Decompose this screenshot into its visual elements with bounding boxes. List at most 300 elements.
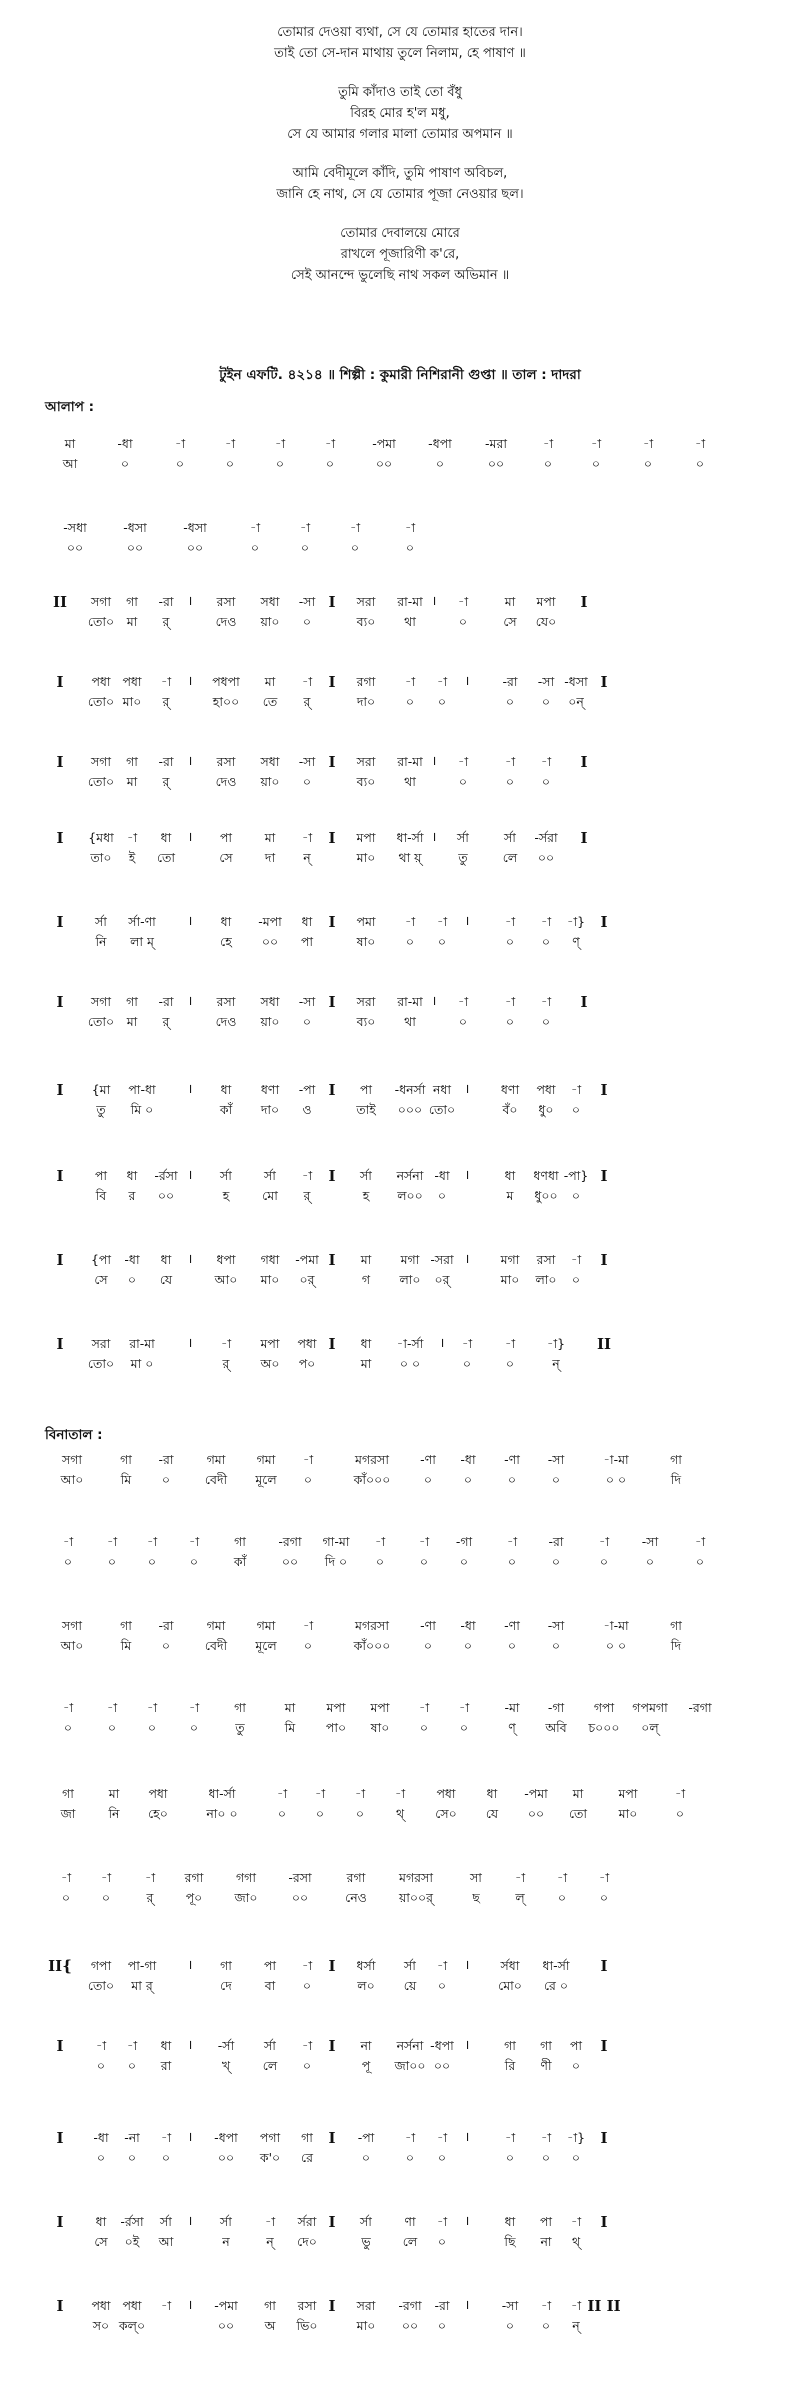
syllable-text: ০০	[217, 2150, 235, 2165]
notation-row	[0, 518, 800, 562]
swara-text: ধা	[301, 914, 313, 929]
syllable-text: তো০	[87, 774, 115, 789]
swara-text: -ধা	[124, 1252, 140, 1267]
swara-text: -া	[160, 2298, 172, 2313]
swara-text: -া	[301, 674, 313, 689]
swara-text: I	[328, 1251, 336, 1269]
swara-text: -সরা	[430, 1252, 454, 1267]
swara-text: মা	[264, 830, 276, 845]
swara-line	[0, 1080, 800, 1100]
swara-text: -মরা	[485, 436, 507, 451]
swara-text: -ণা	[504, 1618, 520, 1633]
syllable-text: ০	[437, 2150, 447, 2165]
swara-text: রা-মা	[397, 594, 423, 609]
syllable-text: কাঁ০০০	[353, 1638, 391, 1653]
swara-text: -া	[62, 1534, 74, 1549]
swara-text: -া}	[566, 2130, 586, 2145]
swara-text: I	[600, 2213, 608, 2231]
section-label-alap: আলাপ :	[45, 399, 94, 415]
syllable-text: ০০	[126, 540, 144, 555]
syllable-text: ০	[599, 1554, 609, 1569]
syllable-text: ০	[435, 456, 445, 471]
swara-text: গা	[540, 2038, 552, 2053]
swara-text: -া	[249, 520, 261, 535]
swara-text: সা	[470, 1870, 482, 1885]
swara-text: গা	[670, 1618, 682, 1633]
swara-text: -া	[504, 2130, 516, 2145]
swara-text: I	[328, 2213, 336, 2231]
syllable-text: ০	[302, 1978, 312, 1993]
swara-text: ধা	[220, 914, 232, 929]
swara-text: সরা	[356, 2298, 376, 2313]
swara-text: ।	[187, 1958, 193, 1973]
syllable-text: দা০	[356, 694, 376, 709]
swara-text: -রা	[158, 994, 174, 1009]
syllable-text: কাঁ	[219, 1102, 233, 1117]
syllable-text: মি	[284, 1720, 296, 1735]
swara-text: {মধা	[88, 830, 114, 845]
swara-text: -পা	[298, 1082, 316, 1097]
swara-text: I	[56, 753, 64, 771]
swara-line	[0, 1166, 800, 1186]
syllable-text: ০	[107, 1554, 117, 1569]
swara-text: -র্রসা	[120, 2214, 144, 2229]
lyrics-line: তোমার দেবালয়ে মোরে	[340, 226, 460, 241]
lyrics-stanza	[0, 223, 800, 286]
syllable-text: জা	[60, 1806, 76, 1821]
swara-text: ।	[464, 1168, 470, 1183]
lyrics-stanza	[0, 163, 800, 205]
syllable-text: তো০	[87, 1978, 115, 1993]
swara-text: গমা	[256, 1618, 276, 1633]
swara-text: -া	[436, 2214, 448, 2229]
syllable-text: ০ ০	[605, 1638, 627, 1653]
swara-text: I	[56, 2213, 64, 2231]
syllable-text: ০	[107, 1720, 117, 1735]
notation-row	[0, 1868, 800, 1912]
swara-text: মগা	[400, 1252, 420, 1267]
swara-text: -া-মা	[603, 1618, 629, 1633]
syllable-text: ০০	[217, 2318, 235, 2333]
syllable-text: কাঁ০০০	[353, 1472, 391, 1487]
swara-line	[0, 2036, 800, 2056]
swara-text: II	[52, 593, 68, 611]
lyrics-line: সেই আনন্দে ভুলেছি নাথ সকল অভিমান ॥	[290, 268, 510, 283]
notation-row	[0, 2036, 800, 2080]
syllable-text: ০০	[157, 1188, 175, 1203]
swara-text: মা	[360, 1252, 372, 1267]
swara-text: মপা	[356, 830, 376, 845]
swara-text: পধা	[297, 1336, 317, 1351]
syllable-text: ০	[175, 456, 185, 471]
syllable-text: থা	[404, 774, 416, 789]
notation-row	[0, 1080, 800, 1124]
swara-text: গা	[234, 1700, 246, 1715]
swara-text: ধা	[360, 1336, 372, 1351]
swara-text: -া	[506, 1534, 518, 1549]
syllable-text: হ	[362, 1188, 370, 1203]
swara-text: রগা	[184, 1870, 204, 1885]
swara-text: -া	[374, 1534, 386, 1549]
syllable-text: ০	[507, 1554, 517, 1569]
syllable-text: ০০	[537, 850, 555, 865]
swara-text: -ধসা	[183, 520, 207, 535]
swara-text: I	[328, 829, 336, 847]
swara-text: -সা	[547, 1452, 565, 1467]
syllable-text: ব্য০	[356, 614, 376, 629]
lyric-syllable-line	[0, 1804, 800, 1824]
syllable-text: ষা০	[356, 934, 376, 949]
syllable-text: মি ০	[130, 1102, 154, 1117]
lyric-syllable-line	[0, 612, 800, 632]
swara-text: -রা	[158, 594, 174, 609]
syllable-text: ০	[645, 1554, 655, 1569]
swara-text: I	[56, 2129, 64, 2147]
swara-text: -া	[404, 2130, 416, 2145]
swara-text: -া	[540, 994, 552, 1009]
swara-text: -া	[457, 594, 469, 609]
swara-text: I	[56, 993, 64, 1011]
swara-text: ।	[187, 674, 193, 689]
swara-text: -া	[188, 1534, 200, 1549]
swara-text: নর্সনা	[396, 2038, 424, 2053]
syllable-text: য়া০	[260, 774, 280, 789]
syllable-text: ০	[405, 2150, 415, 2165]
syllable-text: ০ই	[124, 2234, 140, 2249]
syllable-text: ০	[541, 774, 551, 789]
swara-text: না	[360, 2038, 372, 2053]
swara-text: -া	[100, 1870, 112, 1885]
syllable-text: না	[540, 2234, 552, 2249]
swara-text: -া	[540, 2130, 552, 2145]
syllable-text: ০	[147, 1554, 157, 1569]
swara-text: গমা	[256, 1452, 276, 1467]
syllable-text: ০	[437, 2234, 447, 2249]
swara-text: সরা	[356, 994, 376, 1009]
swara-text: -পা	[357, 2130, 375, 2145]
lyrics-block	[0, 22, 800, 304]
swara-text: ।	[431, 754, 437, 769]
swara-text: -া	[436, 674, 448, 689]
swara-text: -গা	[547, 1700, 565, 1715]
syllable-text: মা০	[356, 2318, 376, 2333]
syllable-text: থা	[404, 1014, 416, 1029]
swara-text: -া	[404, 914, 416, 929]
swara-text: -ধা	[460, 1452, 476, 1467]
syllable-text: না০ ০	[206, 1806, 238, 1821]
swara-text: I	[600, 1251, 608, 1269]
syllable-text: মো	[262, 1188, 278, 1203]
syllable-text: ক'০	[259, 2150, 281, 2165]
syllable-text: রা	[160, 2058, 172, 2073]
syllable-text: ও	[302, 1102, 312, 1117]
swara-text: সধা	[260, 594, 280, 609]
swara-text: ।	[464, 674, 470, 689]
syllable-text: সে	[94, 1272, 108, 1287]
syllable-text: ০	[120, 456, 130, 471]
swara-text: গা	[62, 1786, 74, 1801]
syllable-text: ণ্	[572, 934, 580, 949]
swara-text: মা	[572, 1786, 584, 1801]
swara-text: -া	[694, 1534, 706, 1549]
swara-text: পমা	[356, 914, 376, 929]
swara-text: I	[56, 829, 64, 847]
syllable-text: মা০	[260, 1272, 280, 1287]
swara-text: -া	[160, 674, 172, 689]
lyric-syllable-line	[0, 454, 800, 474]
swara-text: -া	[457, 994, 469, 1009]
syllable-text: তো০	[87, 694, 115, 709]
syllable-text: ০০	[401, 2318, 419, 2333]
syllable-text: মূলে	[255, 1472, 277, 1487]
notation-row	[0, 1956, 800, 2000]
lyric-syllable-line	[0, 692, 800, 712]
swara-text: -া	[349, 520, 361, 535]
record-info: টুইন এফটি. ৪২১৪ ॥ শিল্পী : কুমারী নিশিরানী গুপ্তা ॥ তাল : দাদরা	[219, 367, 581, 383]
syllable-text: তো০	[87, 1356, 115, 1371]
swara-text: -া	[570, 1082, 582, 1097]
swara-text: -পমা	[214, 2298, 238, 2313]
syllable-text: ০	[507, 1638, 517, 1653]
syllable-text: ০	[63, 1554, 73, 1569]
swara-text: ধা	[160, 830, 172, 845]
lyric-syllable-line	[0, 1012, 800, 1032]
syllable-text: লা০	[399, 1272, 421, 1287]
swara-text: গা	[504, 2038, 516, 2053]
syllable-text: ০	[458, 774, 468, 789]
swara-text: র্সরা	[297, 2214, 317, 2229]
syllable-text: ০	[437, 934, 447, 949]
lyric-syllable-line	[0, 772, 800, 792]
syllable-text: মা০	[500, 1272, 520, 1287]
syllable-text: হ	[222, 1188, 230, 1203]
syllable-text: দে০	[297, 2234, 317, 2249]
lyrics-line: তুমি কাঁদাও তাই তো বঁধু	[338, 85, 462, 100]
swara-text: ধা	[486, 1786, 498, 1801]
swara-text: রসা	[297, 2298, 317, 2313]
syllable-text: ০	[437, 1978, 447, 1993]
swara-text: পধা	[536, 1082, 556, 1097]
syllable-text: ০	[458, 1014, 468, 1029]
swara-text: পধা	[148, 1786, 168, 1801]
syllable-text: ০	[419, 1554, 429, 1569]
swara-text: -া	[394, 1786, 406, 1801]
swara-text: -ধসা	[123, 520, 147, 535]
syllable-text: ম	[506, 1188, 514, 1203]
swara-text: -া	[570, 1252, 582, 1267]
syllable-text: ন্	[266, 2234, 274, 2249]
syllable-text: ০	[505, 1014, 515, 1029]
lyric-syllable-line	[0, 1718, 800, 1738]
swara-text: I	[328, 2037, 336, 2055]
syllable-text: ০	[405, 934, 415, 949]
swara-text: -া	[354, 1786, 366, 1801]
swara-text: -া	[174, 436, 186, 451]
swara-text: ।	[187, 1168, 193, 1183]
swara-text: -া	[674, 1786, 686, 1801]
syllable-text: সে	[94, 2234, 108, 2249]
swara-text: মপা	[260, 1336, 280, 1351]
notation-row	[0, 1698, 800, 1742]
swara-text: পধপা	[212, 674, 240, 689]
swara-line	[0, 2212, 800, 2232]
syllable-text: বেদী	[204, 1638, 228, 1653]
syllable-text: র	[128, 1188, 136, 1203]
swara-text: -া	[301, 1958, 313, 1973]
lyrics-line: তাই তো সে-দান মাথায় তুলে নিলাম, হে পাষাণ ॥	[274, 46, 526, 61]
syllable-text: লা ম্	[130, 934, 154, 949]
syllable-text: ০	[302, 774, 312, 789]
syllable-text: ০	[505, 934, 515, 949]
swara-text: I	[56, 2037, 64, 2055]
syllable-text: মা	[360, 1356, 372, 1371]
syllable-text: ০	[459, 1554, 469, 1569]
swara-text: ।	[464, 2038, 470, 2053]
swara-text: ।	[187, 2038, 193, 2053]
swara-text: র্সা	[220, 2214, 232, 2229]
swara-text: ।	[187, 754, 193, 769]
swara-text: মা	[108, 1786, 120, 1801]
swara-text: I	[580, 593, 588, 611]
notation-row	[0, 912, 800, 956]
swara-text: রসা	[216, 754, 236, 769]
swara-text: -া	[60, 1870, 72, 1885]
swara-text: ধা	[220, 1082, 232, 1097]
swara-text: I	[600, 1081, 608, 1099]
syllable-text: দেও	[215, 774, 237, 789]
syllable-text: পূ	[361, 2058, 371, 2073]
swara-line	[0, 1450, 800, 1470]
swara-text: I	[600, 1167, 608, 1185]
lyric-syllable-line	[0, 2232, 800, 2252]
syllable-text: ০০	[375, 456, 393, 471]
swara-text: ।	[464, 1958, 470, 1973]
swara-text: ধর্সা	[356, 1958, 376, 1973]
swara-text: -সা	[298, 754, 316, 769]
swara-text: ধা-র্সা	[208, 1786, 236, 1801]
swara-line	[0, 434, 800, 454]
syllable-text: ন	[222, 2234, 230, 2249]
swara-text: র্সধা	[500, 1958, 520, 1973]
syllable-text: য়া০০র্	[398, 1890, 434, 1905]
syllable-text: ০	[189, 1720, 199, 1735]
swara-text: গা	[120, 1452, 132, 1467]
syllable-text: ০	[101, 1890, 111, 1905]
swara-text: -সা	[547, 1618, 565, 1633]
swara-text: -া	[224, 436, 236, 451]
swara-text: মা	[64, 436, 76, 451]
swara-text: ।	[439, 1336, 445, 1351]
syllable-text: ০	[543, 456, 553, 471]
syllable-text: র্	[162, 694, 170, 709]
syllable-text: ধু০	[538, 1102, 554, 1117]
swara-text: I	[328, 1167, 336, 1185]
swara-text: পা	[539, 2214, 553, 2229]
swara-text: পা-ধা	[128, 1082, 156, 1097]
swara-text: মপা	[370, 1700, 390, 1715]
swara-text: -া	[264, 2214, 276, 2229]
swara-text: ধা-র্সা	[542, 1958, 570, 1973]
swara-text: -র্রসা	[154, 1168, 178, 1183]
syllable-text: ভি০	[296, 2318, 318, 2333]
swara-text: -া	[301, 830, 313, 845]
swara-text: গা	[670, 1452, 682, 1467]
swara-text: গা	[126, 754, 138, 769]
syllable-text: হা০০	[212, 694, 240, 709]
syllable-text: দি ০	[324, 1554, 348, 1569]
syllable-text: ০	[161, 1472, 171, 1487]
lyric-syllable-line	[0, 2316, 800, 2336]
swara-text: গা	[301, 2130, 313, 2145]
swara-text: -া	[504, 914, 516, 929]
syllable-text: ০ল্	[641, 1720, 659, 1735]
swara-line	[0, 1784, 800, 1804]
syllable-text: ০	[505, 1356, 515, 1371]
swara-text: সধা	[260, 754, 280, 769]
swara-text: ।	[187, 2298, 193, 2313]
swara-line	[0, 1698, 800, 1718]
syllable-text: খ্	[221, 2058, 231, 2073]
syllable-text: হে	[220, 934, 232, 949]
syllable-text: দি	[670, 1638, 682, 1653]
syllable-text: ০	[437, 694, 447, 709]
syllable-text: র্	[303, 694, 311, 709]
syllable-text: ল্	[515, 1890, 525, 1905]
syllable-text: অবি	[545, 1720, 567, 1735]
swara-text: I	[580, 993, 588, 1011]
swara-text: -ধা	[434, 1168, 450, 1183]
swara-text: {মা	[91, 1082, 111, 1097]
swara-text: ধা	[95, 2214, 107, 2229]
swara-text: -র্সা	[217, 2038, 235, 2053]
syllable-text: তু	[96, 1102, 106, 1117]
syllable-text: র্	[162, 614, 170, 629]
syllable-text: তো০	[428, 1102, 456, 1117]
notation-row	[0, 2212, 800, 2256]
syllable-text: আ০	[214, 1272, 238, 1287]
swara-text: ।	[431, 994, 437, 1009]
swara-text: পধা	[91, 674, 111, 689]
swara-text: মগরসা	[355, 1452, 389, 1467]
swara-text: I	[56, 913, 64, 931]
swara-text: ।	[464, 1082, 470, 1097]
syllable-text: ০০	[433, 2058, 451, 2073]
swara-text: ।	[187, 1252, 193, 1267]
lyrics-line: সে যে আমার গলার মালা তোমার অপমান ॥	[287, 127, 513, 142]
syllable-text: ০	[643, 456, 653, 471]
lyrics-line: আমি বেদীমূলে কাঁদি, তুমি পাষাণ অবিচল,	[292, 166, 508, 181]
syllable-text: মা র্	[131, 1978, 153, 1993]
syllable-text: ০	[541, 934, 551, 949]
syllable-text: ০	[127, 1272, 137, 1287]
syllable-text: ০	[557, 1890, 567, 1905]
syllable-text: র্	[162, 774, 170, 789]
swara-text: -া	[274, 436, 286, 451]
swara-text: গা	[120, 1618, 132, 1633]
syllable-text: ০	[189, 1554, 199, 1569]
swara-text: র্সা	[360, 2214, 372, 2229]
notation-row	[0, 2128, 800, 2172]
syllable-text: পা	[300, 934, 314, 949]
swara-text: -া	[540, 754, 552, 769]
lyric-syllable-line	[0, 538, 800, 558]
swara-text: -ধসা	[564, 674, 588, 689]
syllable-text: ০	[551, 1554, 561, 1569]
syllable-text: ০	[675, 1806, 685, 1821]
swara-text: ।	[464, 2130, 470, 2145]
swara-text: -া	[126, 830, 138, 845]
swara-text: মপা	[326, 1700, 346, 1715]
